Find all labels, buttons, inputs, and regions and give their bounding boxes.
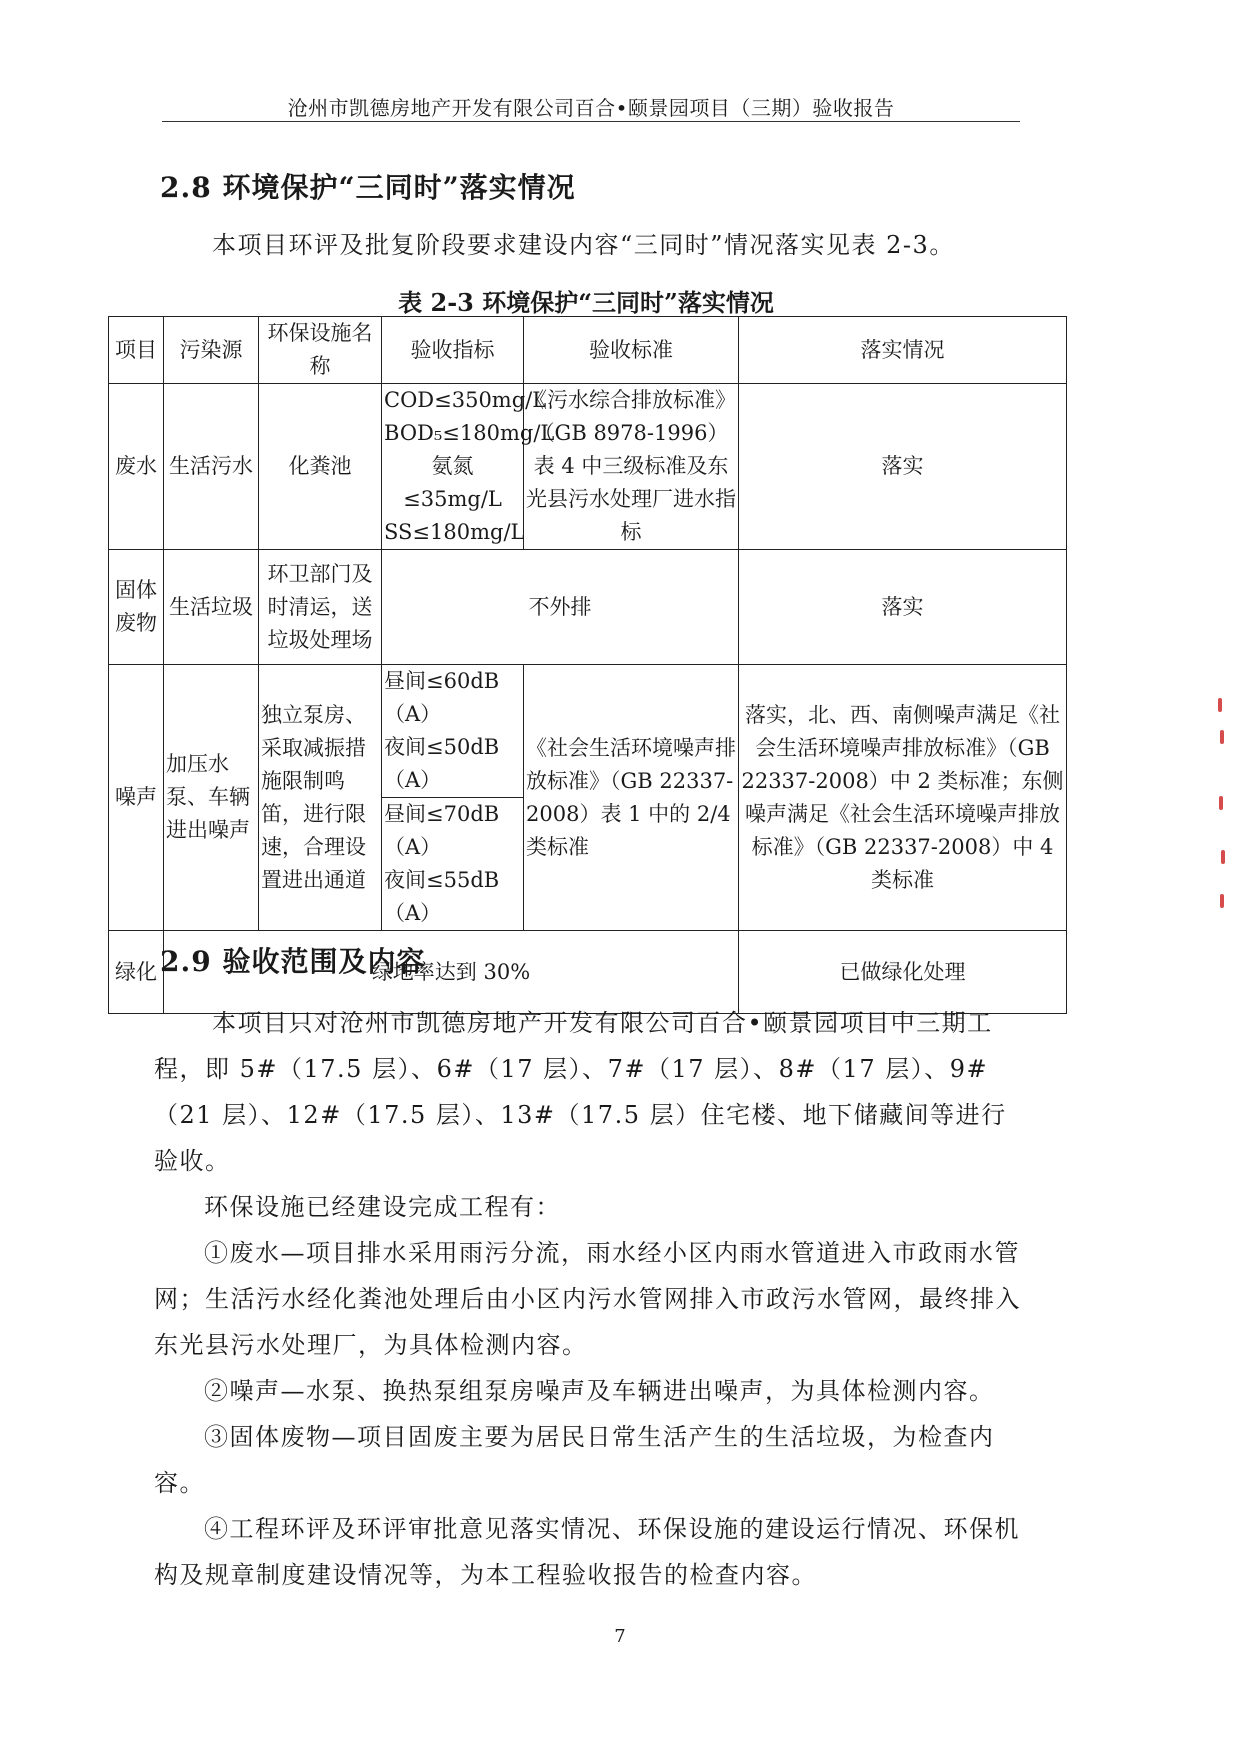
indicator-line: 氨氮≤35mg/L <box>403 454 502 511</box>
indicator-line: 昼间≤70dB（A） <box>384 802 500 859</box>
indicator-line: 夜间≤55dB（A） <box>384 868 500 925</box>
cell-standard: 《污水综合排放标准》（GB 8978-1996）表 4 中三级标准及东光县污水处理厂进水指标 <box>524 384 739 550</box>
scope-paragraph: 本项目只对沧州市凯德房地产开发有限公司百合•颐景园项目中三期工程，即 5#（17.5 层）、6#（17 层）、7#（17 层）、8#（17 层）、9#（21 层）、12#（17.5 层）、13#（17.5 层）住宅楼、地下储藏间等进行验收。 <box>154 1009 1007 1175</box>
indicator-line: 昼间≤60dB（A） <box>384 669 500 726</box>
cell-facility: 化粪池 <box>259 384 382 550</box>
noise-paragraph: ②噪声—水泵、换热泵组泵房噪声及车辆进出噪声，为具体检测内容。 <box>204 1377 995 1405</box>
header-status: 落实情况 <box>739 317 1067 384</box>
cell-source: 生活垃圾 <box>164 550 259 665</box>
table-row-noise <box>109 665 1067 798</box>
inspection-paragraph: ④工程环评及环评审批意见落实情况、环保设施的建设运行情况、环保机构及规章制度建设情况等，为本工程验收报告的检查内容。 <box>154 1515 1020 1589</box>
indicator-line: SS≤180mg/L <box>384 520 525 544</box>
table-caption: 表 2-3 环境保护“三同时”落实情况 <box>398 288 774 317</box>
header-source: 污染源 <box>164 317 259 384</box>
scan-mark <box>1221 850 1225 864</box>
table-row-solid-waste <box>109 550 1067 665</box>
cell-facility: 环卫部门及时清运，送垃圾处理场 <box>259 550 382 665</box>
scan-mark <box>1220 894 1224 908</box>
scan-mark <box>1219 796 1223 810</box>
indicator-line: BOD₅≤180mg/L <box>384 421 555 445</box>
scan-mark <box>1220 730 1224 744</box>
cell-source: 生活污水 <box>164 384 259 550</box>
indicator-line: COD≤350mg/L <box>384 388 547 412</box>
header-item: 项目 <box>109 317 164 384</box>
scope-body <box>154 1000 1032 1598</box>
cell-standard: 《社会生活环境噪声排放标准》（GB 22337-2008）表 1 中的 2/4 类标准 <box>524 665 739 931</box>
table-row-water <box>109 384 1067 550</box>
page-header: 沧州市凯德房地产开发有限公司百合•颐景园项目（三期）验收报告 <box>287 96 895 120</box>
cell-indicator-b <box>382 798 524 931</box>
cell-merged-indicator: 不外排 <box>382 550 739 665</box>
completed-works-paragraph: 环保设施已经建设完成工程有： <box>204 1193 561 1221</box>
header-rule <box>162 121 1020 122</box>
scan-mark <box>1218 698 1222 712</box>
wastewater-paragraph: ①废水—项目排水采用雨污分流，雨水经小区内雨水管道进入市政雨水管网；生活污水经化粪池处理后由小区内污水管网排入市政污水管网，最终排入东光县污水处理厂，为具体检测内容。 <box>154 1239 1021 1359</box>
cell-merged-green: 绿地率达到 30% <box>164 931 739 1014</box>
cell-indicator <box>382 384 555 550</box>
cell-indicator-a <box>382 665 524 798</box>
cell-facility: 独立泵房、采取减振措施限制鸣笛，进行限速，合理设置进出通道 <box>259 665 382 931</box>
intro-paragraph: 本项目环评及批复阶段要求建设内容“三同时”情况落实见表 2-3。 <box>212 231 955 259</box>
cell-item: 废水 <box>109 384 164 550</box>
cell-item: 绿化 <box>109 931 164 1014</box>
header-indicator: 验收指标 <box>382 317 524 384</box>
three-simultaneous-table <box>108 316 1067 1014</box>
header-standard: 验收标准 <box>524 317 739 384</box>
cell-status: 已做绿化处理 <box>739 931 1067 1014</box>
cell-source: 加压水泵、车辆进出噪声 <box>164 665 259 931</box>
cell-item: 噪声 <box>109 665 164 931</box>
cell-status: 落实，北、西、南侧噪声满足《社会生活环境噪声排放标准》（GB 22337-2008）中 2 类标准；东侧噪声满足《社会生活环境噪声排放标准》（GB 22337-2008）中 4 类标准 <box>739 665 1067 931</box>
section-heading-2-9: 2.9 验收范围及内容 <box>160 945 426 978</box>
page-number: 7 <box>614 1626 626 1647</box>
header-facility: 环保设施名称 <box>259 317 382 384</box>
cell-status: 落实 <box>739 550 1067 665</box>
solid-waste-paragraph: ③固体废物—项目固废主要为居民日常生活产生的生活垃圾，为检查内容。 <box>154 1423 995 1497</box>
cell-item: 固体废物 <box>109 550 164 665</box>
section-heading-2-8: 2.8 环境保护“三同时”落实情况 <box>160 171 576 204</box>
cell-status: 落实 <box>739 384 1067 550</box>
table-header-row <box>109 317 1067 384</box>
indicator-line: 夜间≤50dB（A） <box>384 735 500 792</box>
